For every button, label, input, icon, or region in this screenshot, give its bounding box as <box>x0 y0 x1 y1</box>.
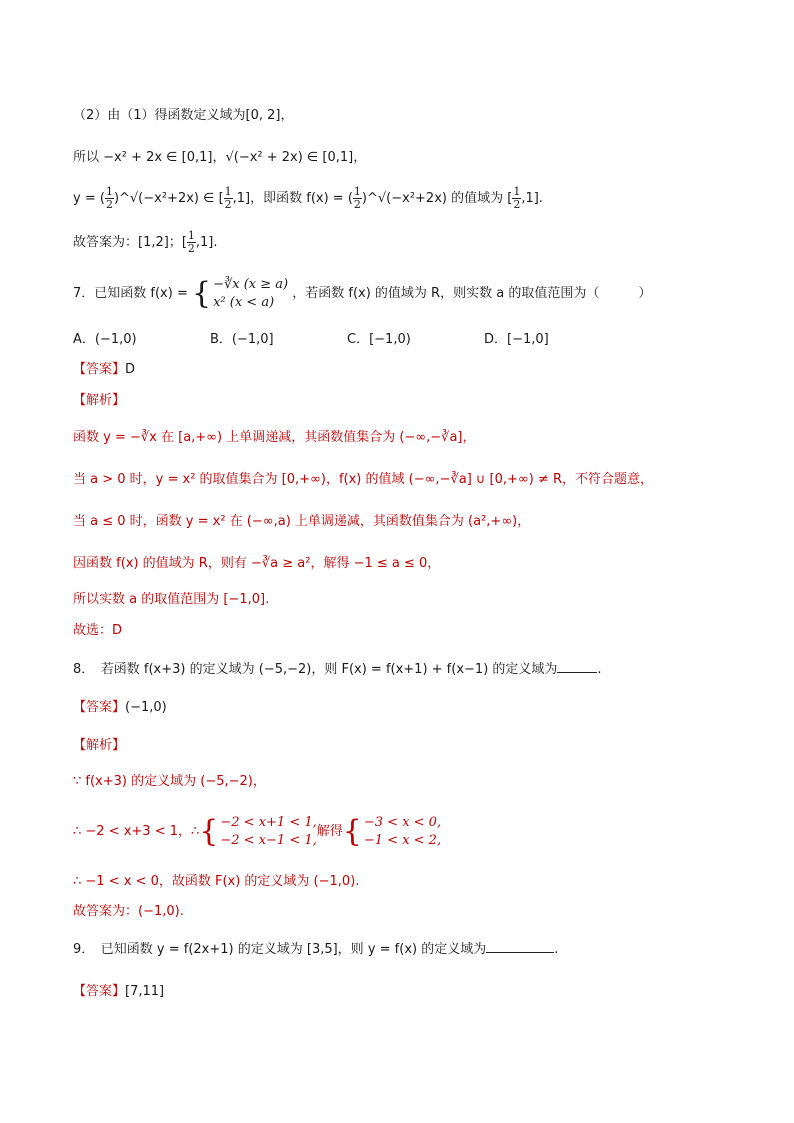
brace-icon: { <box>342 813 362 849</box>
option-c[interactable]: C．[−1,0) <box>347 332 411 347</box>
fraction: $\frac{1}{2}$ <box>353 185 361 211</box>
text-line: 所以 −x² + 2x ∈ [0,1]，√(−x² + 2x) ∈ [0,1]， <box>73 150 367 165</box>
answer-value: [7,11] <box>125 984 165 999</box>
inequality-system: −2 < x+1 < 1, −2 < x−1 < 1, <box>220 814 317 848</box>
analysis-tag-q7: 【解析】 <box>73 393 126 408</box>
question-8: 8． 若函数 f(x+3) 的定义域为 (−5,−2)，则 F(x) = f(x+1) + f(x−1) 的定义域为 . <box>73 662 602 677</box>
fraction: $\frac{1}{2}$ <box>187 229 195 255</box>
analysis-q8-step-2: ∴ −2 < x+3 < 1，∴{ −2 < x+1 < 1, −2 < x−1 < 1, 解得{ −3 < x < 0, −1 < x < 2, <box>73 813 442 849</box>
answer-blank[interactable] <box>557 660 597 673</box>
analysis-step-2: 当 a > 0 时，y = x² 的取值集合为 [0,+∞)，f(x) 的值域 (−∞,−∛a] ∪ [0,+∞) ≠ R，不符合题意， <box>73 472 654 487</box>
answer-value: (−1,0) <box>125 700 167 715</box>
inequality-system: −3 < x < 0, −1 < x < 2, <box>363 814 442 848</box>
analysis-step-6: 故选：D <box>73 623 123 638</box>
brace-icon: { <box>199 813 219 849</box>
analysis-tag-q8: 【解析】 <box>73 738 126 753</box>
analysis-step-5: 所以实数 a 的取值范围为 [−1,0]. <box>73 592 270 607</box>
answer-blank[interactable] <box>486 940 554 953</box>
analysis-q8-step-4: 故答案为：(−1,0). <box>73 904 184 919</box>
answer-line-q7 <box>73 360 754 380</box>
solution-part-2 <box>73 106 754 126</box>
analysis-step-4: 因函数 f(x) 的值域为 R，则有 −∛a ≥ a²，解得 −1 ≤ a ≤ 0， <box>73 556 441 571</box>
question-7: 7．已知函数 f(x) = { −∛x (x ≥ a) x² (x < a) ，若函数 f(x) 的值域为 R，则实数 a 的取值范围为（ ） <box>73 275 652 311</box>
analysis-q8-step-3: ∴ −1 < x < 0，故函数 F(x) 的定义域为 (−1,0). <box>73 874 360 889</box>
fraction: $\frac{1}{2}$ <box>105 185 113 211</box>
piecewise-cases: −∛x (x ≥ a) x² (x < a) <box>213 276 289 310</box>
answer-value: D <box>125 362 136 377</box>
option-b[interactable]: B．(−1,0] <box>210 332 274 347</box>
solution-value-range: y = ( $\frac{1}{2}$ )^√(−x²+2x) ∈ [ $\frac{1}{2}$ ,1]，即函数 f(x) = ( $\frac{1}{2}$ )^√(−x²+2x) 的值域为 [ $\frac{1}{2}$ ,1]. <box>73 185 543 211</box>
solution-final-answer: 故答案为：[1,2]；[ $\frac{1}{2}$ ,1]. <box>73 229 218 255</box>
solution-range-step <box>73 148 754 168</box>
analysis-step-3: 当 a ≤ 0 时，函数 y = x² 在 (−∞,a) 上单调递减，其函数值集合为 (a²,+∞)， <box>73 514 531 529</box>
analysis-step-1: 函数 y = −∛x 在 [a,+∞) 上单调递减，其函数值集合为 (−∞,−∛a]， <box>73 430 476 445</box>
brace-icon: { <box>191 275 212 311</box>
analysis-q8-step-1: ∵ f(x+3) 的定义域为 (−5,−2)， <box>73 774 266 789</box>
answer-tag: 【答案】 <box>73 362 126 377</box>
text-line: （2）由（1）得函数定义域为[0, 2]， <box>73 108 294 123</box>
answer-line-q8: 【答案】(−1,0) <box>73 700 167 715</box>
answer-line-q9: 【答案】[7,11] <box>73 984 165 999</box>
fraction: $\frac{1}{2}$ <box>513 185 521 211</box>
fraction: $\frac{1}{2}$ <box>224 185 232 211</box>
question-7-options <box>73 330 754 350</box>
question-9: 9． 已知函数 y = f(2x+1) 的定义域为 [3,5]，则 y = f(x) 的定义域为 . <box>73 942 559 957</box>
option-d[interactable]: D．[−1,0] <box>484 332 549 347</box>
option-a[interactable]: A．(−1,0) <box>73 332 137 347</box>
